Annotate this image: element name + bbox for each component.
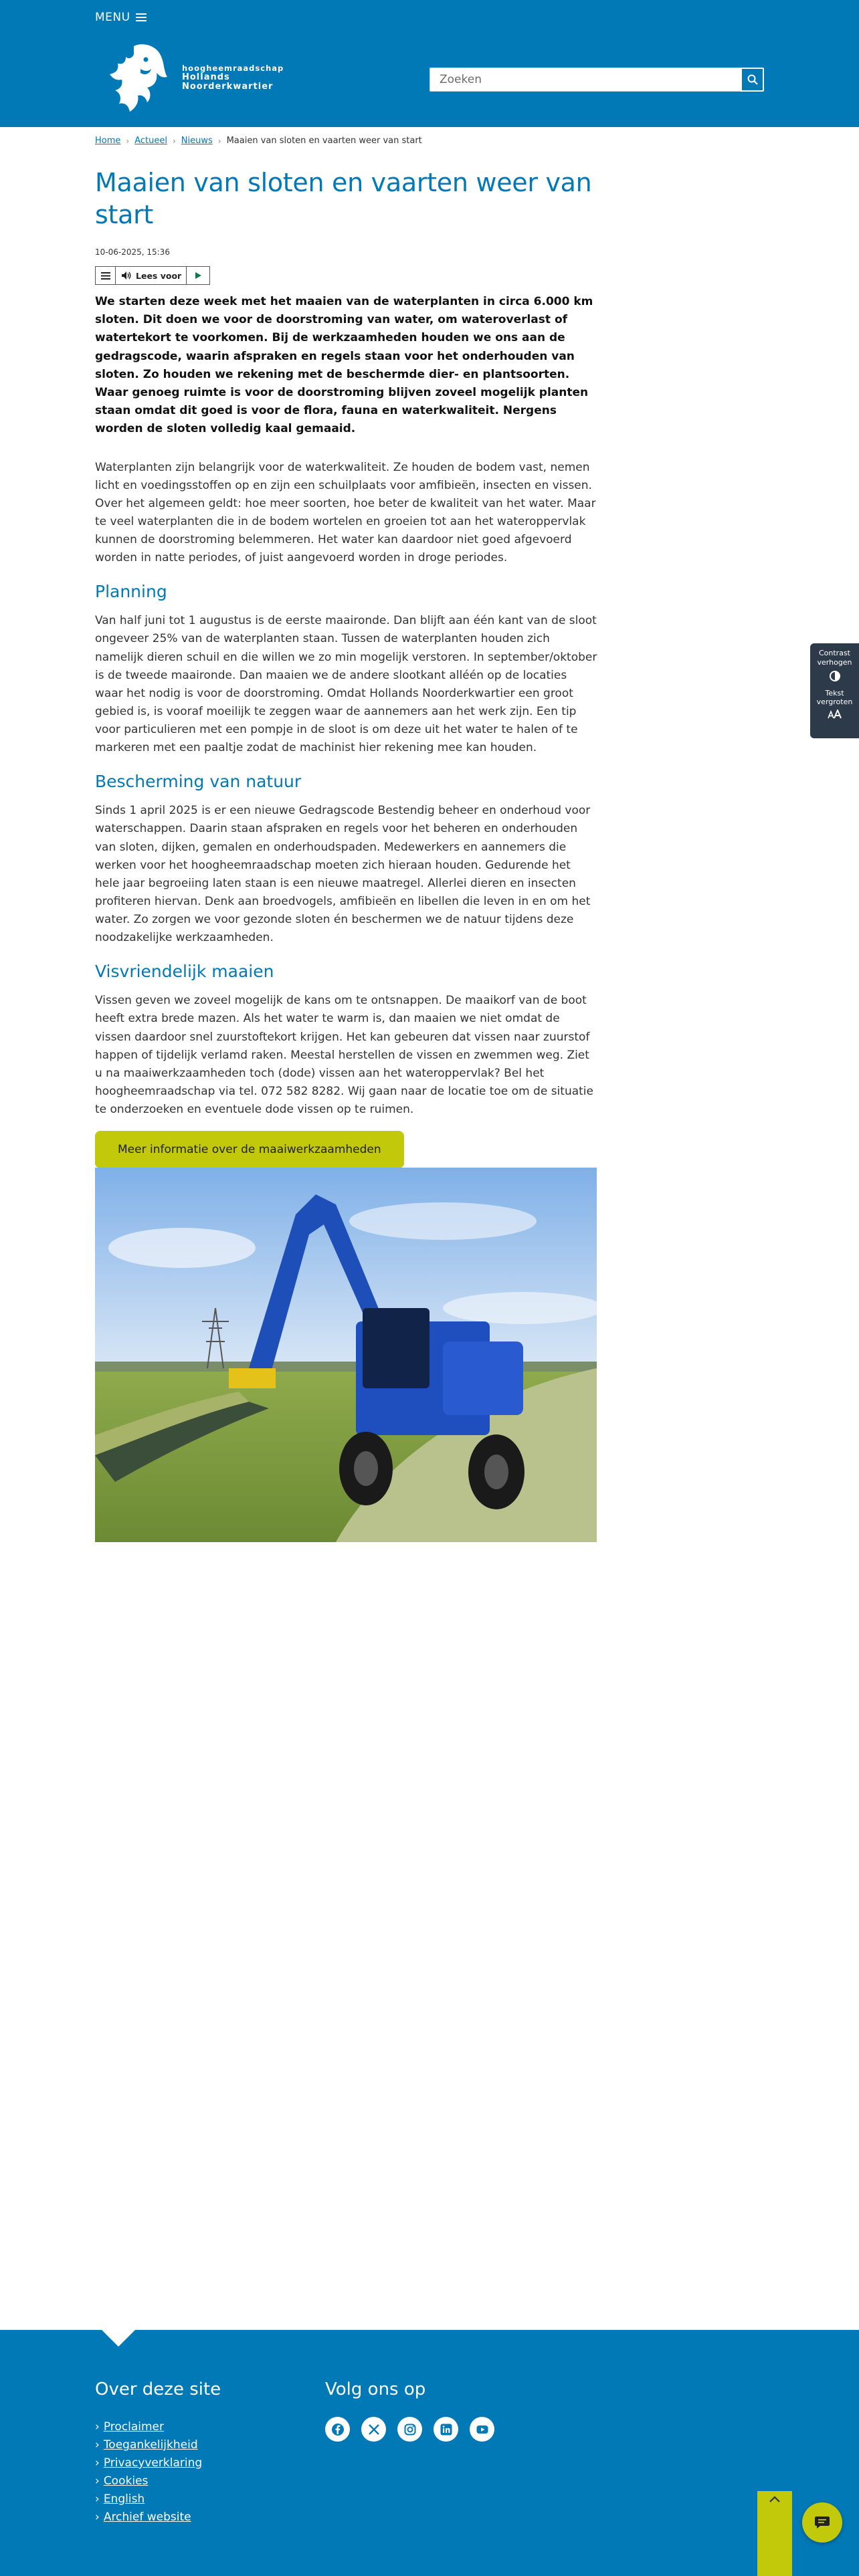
footer-about bbox=[95, 2379, 221, 2527]
footer-about-title: Over deze site bbox=[95, 2379, 221, 2399]
more-info-button[interactable]: Meer informatie over de maaiwerkzaamheden bbox=[95, 1131, 404, 1168]
search-input[interactable] bbox=[430, 68, 741, 92]
footer-link-archief[interactable]: Archief website bbox=[103, 2510, 191, 2524]
instagram-icon[interactable] bbox=[397, 2417, 422, 2442]
footer-link-proclaimer[interactable]: Proclaimer bbox=[103, 2420, 165, 2434]
heading-bescherming: Bescherming van natuur bbox=[95, 771, 302, 791]
logo-line-2: Hollands bbox=[182, 72, 230, 82]
contrast-icon bbox=[829, 670, 841, 682]
lion-logo-icon bbox=[107, 42, 169, 114]
footer-link-cookies[interactable]: Cookies bbox=[103, 2474, 149, 2488]
footer-link-english[interactable]: English bbox=[103, 2492, 145, 2506]
article-intro: We starten deze week met het maaien van de waterplanten in circa 6.000 km sloten. Dit doen we voor de doorstroming van water, om wateroverlast of watertekort te voorkomen. Bij de werkzaamheden houden we ons aan de gedragscode, waarin afspraken en regels staan voor het onderhouden van sloten. Zo houden we rekening met de beschermde dier- en plantsoorten. Waar genoeg ruimte is voor de doorstroming blijven zoveel mogelijk planten staan omdat dit goed is voor de flora, fauna en waterkwaliteit. Nergens worden de sloten volledig kaal gemaaid. bbox=[95, 295, 593, 436]
chat-button[interactable] bbox=[802, 2502, 842, 2543]
page-title: Maaien van sloten en vaarten weer van start bbox=[95, 168, 592, 229]
speaker-icon bbox=[121, 271, 132, 280]
x-icon[interactable] bbox=[361, 2417, 386, 2442]
chevron-right-icon: › bbox=[95, 2474, 100, 2488]
footer-link-item bbox=[95, 2472, 221, 2490]
chevron-right-icon: › bbox=[95, 2438, 100, 2452]
logo-line-1: hoogheemraadschap bbox=[182, 64, 284, 74]
site-header bbox=[0, 0, 859, 127]
chevron-right-icon: › bbox=[95, 2456, 100, 2470]
accessibility-widget bbox=[810, 643, 859, 738]
chevron-right-icon: › bbox=[172, 136, 176, 146]
breadcrumb-link-home[interactable]: Home bbox=[95, 136, 121, 146]
publish-date: 10-06-2025, 15:36 bbox=[95, 247, 170, 257]
back-to-top-button[interactable] bbox=[757, 2491, 792, 2576]
youtube-icon[interactable] bbox=[470, 2417, 494, 2442]
breadcrumb-link-nieuws[interactable]: Nieuws bbox=[181, 136, 213, 146]
list-icon bbox=[101, 272, 110, 280]
footer-notch bbox=[102, 2330, 135, 2347]
footer-link-item bbox=[95, 2508, 221, 2527]
footer-link-privacy[interactable]: Privacyverklaring bbox=[103, 2456, 203, 2470]
social-links bbox=[325, 2417, 494, 2442]
site-footer bbox=[0, 2330, 859, 2576]
menu-button[interactable] bbox=[95, 8, 147, 27]
facebook-icon[interactable] bbox=[325, 2417, 350, 2442]
chevron-up-icon bbox=[769, 2495, 781, 2503]
hamburger-icon bbox=[136, 13, 147, 22]
chevron-right-icon: › bbox=[95, 2492, 100, 2506]
logo-line-3: Noorderkwartier bbox=[182, 82, 274, 92]
breadcrumb bbox=[95, 136, 422, 146]
readspeaker-menu-button[interactable] bbox=[96, 267, 116, 284]
footer-link-toegankelijkheid[interactable]: Toegankelijkheid bbox=[103, 2438, 198, 2452]
paragraph-visvriendelijk: Vissen geven we zoveel mogelijk de kans om te ontsnappen. De maaikorf van de boot heeft extra brede mazen. Als het water te warm is, dan maaien we niet omdat de vissen daardoor snel zuurstoftekort krijgen. Het kan gebeuren dat vissen naar zuurstof happen of tijdelijk verlamd raken. Meestal herstellen de vissen en zwemmen weg. Ziet u na maaiwerkzaamheden toch (dode) vissen aan het wateroppervlak? Bel het hoogheemraadschap via tel. 072 582 8282. Wij gaan naar de locatie toe om de situatie te onderzoeken en eventuele dode vissen op te ruimen. bbox=[95, 994, 593, 1117]
readspeaker-widget bbox=[95, 266, 210, 285]
footer-link-item bbox=[95, 2454, 221, 2472]
article bbox=[95, 167, 598, 1168]
chevron-right-icon: › bbox=[217, 136, 221, 146]
search-button[interactable] bbox=[741, 68, 764, 92]
heading-planning: Planning bbox=[95, 581, 167, 601]
paragraph-waterplanten: Waterplanten zijn belangrijk voor de waterkwaliteit. Ze houden de bodem vast, nemen licht en voedingsstoffen op en zijn een schuilplaats voor amfibieën, insecten en vissen. Over het algemeen geldt: hoe meer soorten, hoe beter de kwaliteit van het water. Maar te veel waterplanten die in de bodem wortelen en groeien tot aan het wateroppervlak kunnen de doorstroming belemmeren. Het water kan daardoor niet goed afgevoerd worden in natte periodes, of juist aangevoerd worden in droge periodes. bbox=[95, 460, 596, 565]
breadcrumb-current: Maaien van sloten en vaarten weer van start bbox=[226, 136, 422, 146]
menu-label: MENU bbox=[95, 11, 130, 24]
readspeaker-play-button[interactable] bbox=[187, 267, 209, 284]
search-form bbox=[430, 68, 764, 92]
article-photo bbox=[95, 1168, 597, 1542]
paragraph-bescherming: Sinds 1 april 2025 is er een nieuwe Gedragscode Bestendig beheer en onderhoud voor waterschappen. Daarin staan afspraken en regels voor het beheren en onderhouden van sloten, dijken, gemalen en onderhoudspaden. Medewerkers en aannemers die werken voor het hoogheemraadschap moeten zich hieraan houden. Gedurende het hele jaar begroeiing laten staan is een nieuwe maatregel. Allerlei dieren en insecten profiteren hiervan. Denk aan broedvogels, amfibieën en libellen die leven in en om het water. Zo zorgen we voor gezonde sloten én beschermen we de natuur tijdens deze noodzakelijke werkzaamheden. bbox=[95, 804, 591, 945]
footer-link-item bbox=[95, 2490, 221, 2508]
footer-link-item bbox=[95, 2418, 221, 2436]
heading-visvriendelijk: Visvriendelijk maaien bbox=[95, 961, 274, 981]
chevron-right-icon: › bbox=[126, 136, 130, 146]
contrast-button[interactable]: Contrast verhogen bbox=[817, 649, 852, 667]
chevron-right-icon: › bbox=[95, 2510, 100, 2524]
footer-follow bbox=[325, 2379, 494, 2442]
footer-follow-title: Volg ons op bbox=[325, 2379, 426, 2399]
text-size-icon bbox=[828, 710, 842, 719]
breadcrumb-link-actueel[interactable]: Actueel bbox=[134, 136, 167, 146]
search-icon bbox=[747, 74, 758, 85]
mowing-machine-image bbox=[95, 1168, 597, 1542]
readspeaker-listen-button[interactable] bbox=[116, 267, 187, 284]
site-logo[interactable] bbox=[107, 41, 294, 115]
chat-icon bbox=[814, 2515, 830, 2530]
text-size-button[interactable]: Tekst vergroten bbox=[816, 688, 853, 707]
chevron-right-icon: › bbox=[95, 2420, 100, 2434]
logo-text bbox=[182, 64, 284, 92]
play-icon bbox=[194, 272, 202, 280]
linkedin-icon[interactable] bbox=[434, 2417, 458, 2442]
paragraph-planning: Van half juni tot 1 augustus is de eerste maaironde. Dan blijft aan één kant van de sloot ongeveer 25% van de waterplanten staan. Tussen de waterplanten houden zich namelijk dieren schuil en die willen we zo min mogelijk verstoren. In september/oktober is de tweede maaironde. Dan maaien we de andere slootkant alléén op de locaties waar het nodig is voor de doorstroming. Omdat Hollands Noorderkwartier een groot gebied is, is vooraf moeilijk te zeggen waar de aannemers aan het werk zijn. Een tip voor particulieren met een pompje in de sloot is om deze uit het water te halen of te markeren met een paaltje zodat de machinist hier rekening mee kan houden. bbox=[95, 614, 597, 755]
footer-link-item bbox=[95, 2436, 221, 2454]
readspeaker-label: Lees voor bbox=[136, 270, 182, 281]
